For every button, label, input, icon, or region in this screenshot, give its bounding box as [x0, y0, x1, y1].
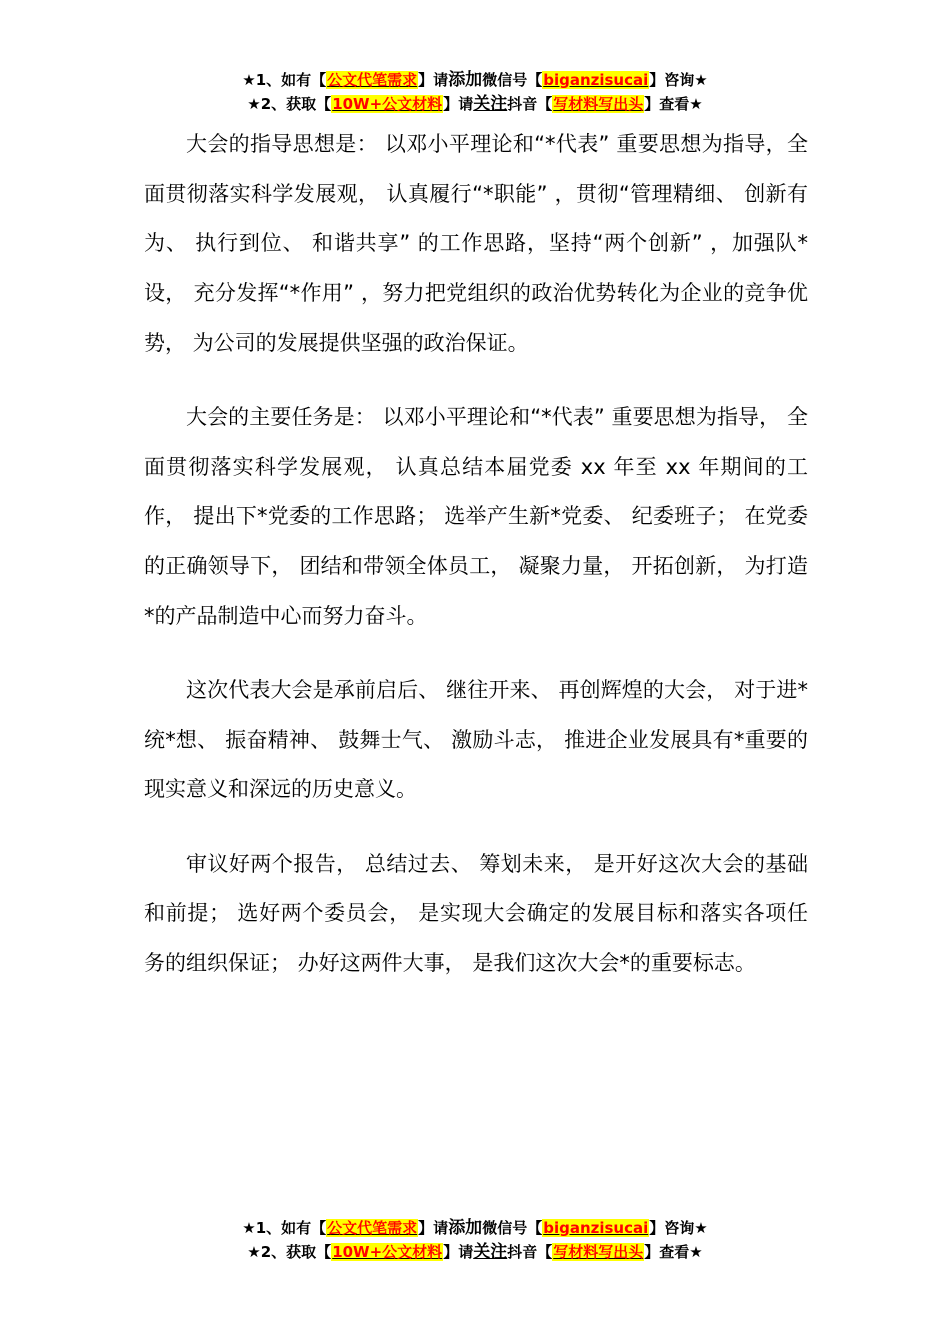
banner-text: 微信号【 — [482, 1219, 543, 1237]
paragraph-reports: 审议好两个报告， 总结过去、 筹划未来， 是开好这次大会的基础和前提； 选好两个委员会， 是实现大会确定的发展目标和落实各项任务的组织保证； 办好这两件大事， 是我们这次大会*的重要标志。 — [144, 851, 808, 976]
paragraph-main-tasks: 大会的主要任务是： 以邓小平理论和“*代表” 重要思想为指导， 全面贯彻落实科学发展观， 认真总结本届党委 xx 年至 xx 年期间的工作， 提出下*党委的工作思路； 选举产生新*党委、 纪委班子； 在党委的正确领导下， 团结和带领全体员工， 凝聚力量， 开拓创新， 为打造*的产品制造中心而努力奋斗。 — [144, 405, 808, 628]
banner-line-1 — [0, 1216, 950, 1240]
banner-emphasis: 添加 — [448, 1218, 483, 1238]
banner-text: 抖音【 — [507, 1243, 553, 1261]
banner-highlight: 写材料写出头 — [553, 95, 644, 113]
banner-highlight: 10W+公文材料 — [332, 95, 443, 113]
banner-text: 抖音【 — [507, 95, 553, 113]
banner-text: 】咨询★ — [649, 1219, 708, 1237]
banner-highlight: 公文代笔需求 — [327, 71, 418, 89]
banner-text: 】查看★ — [644, 1243, 703, 1261]
paragraph-significance: 这次代表大会是承前启后、 继往开来、 再创辉煌的大会， 对于进*统*想、 振奋精神、 鼓舞士气、 激励斗志， 推进企业发展具有*重要的现实意义和深远的历史意义。 — [144, 678, 808, 802]
banner-line-2 — [0, 1240, 950, 1264]
banner-highlight: 写材料写出头 — [553, 1243, 644, 1261]
footer-banner — [0, 1216, 950, 1264]
banner-line-1 — [0, 68, 950, 92]
banner-text: ★1、如有【 — [242, 71, 327, 89]
banner-highlight: 10W+公文材料 — [332, 1243, 443, 1261]
banner-emphasis: 关注 — [473, 94, 508, 114]
banner-text: ★2、获取【 — [247, 95, 332, 113]
banner-emphasis: 关注 — [473, 1242, 508, 1262]
document-body — [144, 120, 808, 1013]
header-banner — [0, 68, 950, 116]
banner-line-2 — [0, 92, 950, 116]
banner-emphasis: 添加 — [448, 70, 483, 90]
banner-text: 微信号【 — [482, 71, 543, 89]
banner-text: 】查看★ — [644, 95, 703, 113]
banner-text: ★2、获取【 — [247, 1243, 332, 1261]
banner-text: 】请 — [418, 1219, 449, 1237]
banner-text: 】咨询★ — [649, 71, 708, 89]
paragraph-guiding-ideology: 大会的指导思想是： 以邓小平理论和“*代表” 重要思想为指导，全面贯彻落实科学发展观， 认真履行“*职能” ，贯彻“管理精细、 创新有为、 执行到位、 和谐共享” 的工作思路，坚持“两个创新” ，加强队*设， 充分发挥“*作用” ，努力把党组织的政治优势转化为企业的竞争优势， 为公司的发展提供坚强的政治保证。 — [144, 132, 808, 355]
banner-text: 】请 — [443, 1243, 474, 1261]
banner-highlight: biganzisucai — [543, 1219, 649, 1237]
banner-text: 】请 — [443, 95, 474, 113]
banner-text: ★1、如有【 — [242, 1219, 327, 1237]
banner-highlight: biganzisucai — [543, 71, 649, 89]
banner-text: 】请 — [418, 71, 449, 89]
banner-highlight: 公文代笔需求 — [327, 1219, 418, 1237]
